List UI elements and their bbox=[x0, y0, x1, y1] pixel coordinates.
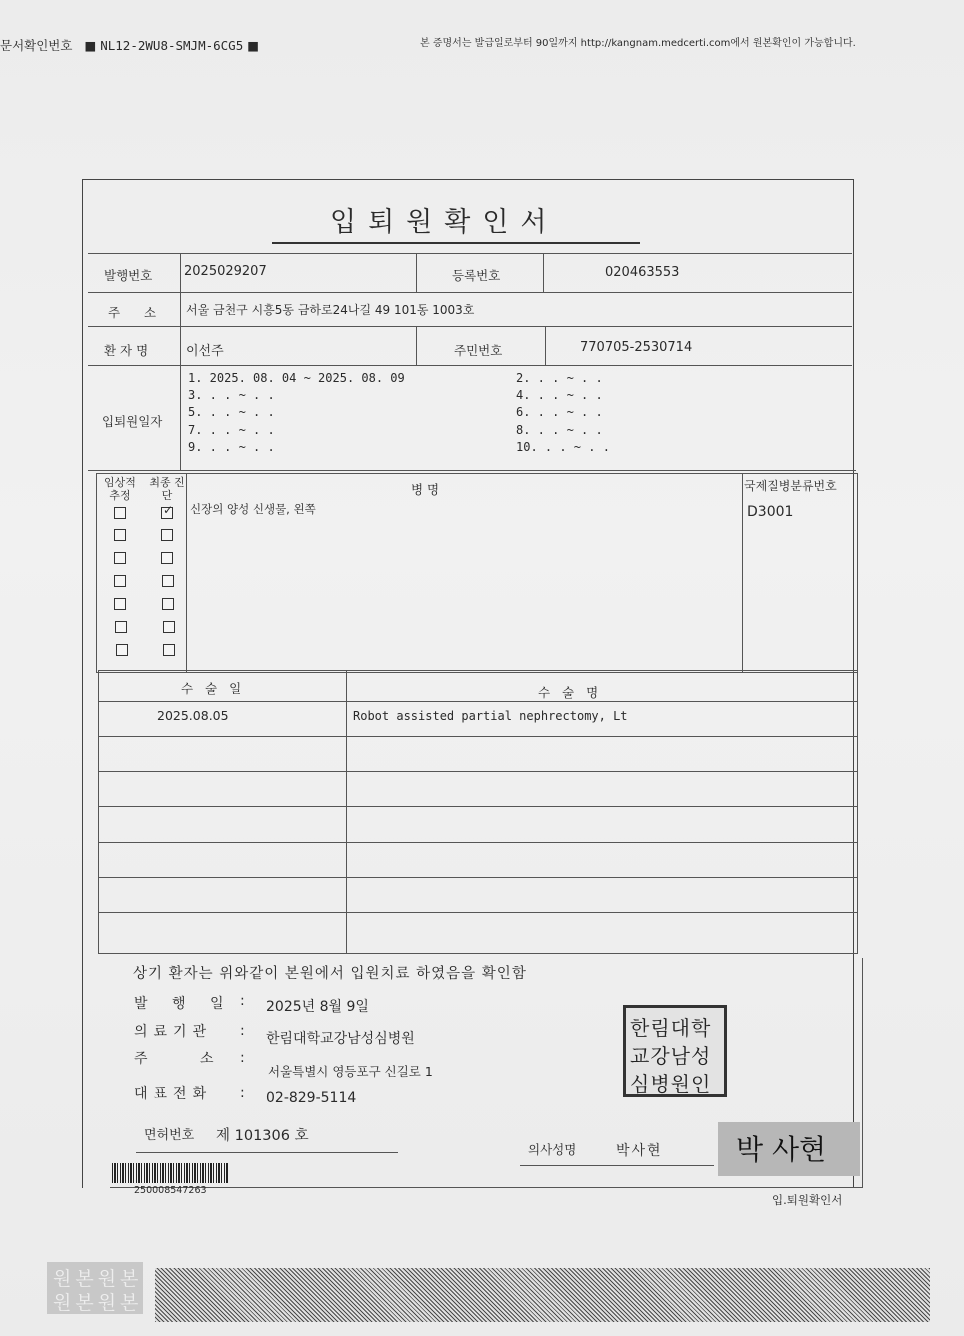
confirmation-statement: 상기 환자는 위와같이 본원에서 입원치료 하였음을 확인함 bbox=[133, 966, 527, 982]
date-entry: 8. . . ~ . . bbox=[516, 423, 603, 437]
date-entry: 7. . . ~ . . bbox=[188, 423, 275, 437]
frame-edge bbox=[862, 958, 863, 1188]
phone-label: 대표전화 bbox=[134, 1086, 213, 1102]
date-entry: 3. . . ~ . . bbox=[188, 388, 275, 402]
divider bbox=[98, 736, 858, 737]
divider bbox=[98, 771, 858, 772]
icd-label: 국제질병분류번호 bbox=[744, 479, 837, 493]
patient-value: 이선주 bbox=[186, 344, 224, 359]
divider bbox=[98, 701, 858, 702]
document-title: 입퇴원확인서 bbox=[330, 207, 559, 238]
final-checkbox[interactable] bbox=[162, 598, 174, 610]
surgery-name-value: Robot assisted partial nephrectomy, Lt bbox=[353, 709, 628, 723]
form-name: 입.퇴원확인서 bbox=[772, 1193, 843, 1207]
date-entry: 10. . . ~ . . bbox=[516, 440, 610, 454]
divider bbox=[88, 253, 852, 254]
seal-text: 심병원인 bbox=[630, 1072, 712, 1096]
clinical-label: 임상적 추정 bbox=[104, 476, 136, 502]
original-watermark bbox=[47, 1262, 143, 1314]
divider bbox=[88, 292, 852, 293]
colon: : bbox=[240, 1085, 245, 1101]
divider bbox=[416, 253, 417, 292]
final-label: 최종 진단 bbox=[149, 476, 185, 502]
resident-label: 주민번호 bbox=[454, 343, 503, 358]
colon: : bbox=[240, 1050, 245, 1066]
barcode-number: 250008547263 bbox=[134, 1185, 207, 1196]
colon: : bbox=[240, 993, 245, 1009]
clinical-checkbox[interactable] bbox=[115, 621, 127, 633]
verification-notice: 본 증명서는 발급일로부터 90일까지 http://kangnam.medcerti.com에서 원본확인이 가능합니다. bbox=[420, 38, 856, 49]
seal-text: 교강남성 bbox=[630, 1044, 712, 1068]
final-checkbox-checked[interactable] bbox=[161, 503, 174, 519]
final-checkbox[interactable] bbox=[161, 529, 173, 541]
surgery-date-label: 수 술 일 bbox=[181, 681, 246, 696]
barcode bbox=[112, 1163, 228, 1183]
surgery-date-value: 2025.08.05 bbox=[157, 708, 229, 723]
date-entry: 6. . . ~ . . bbox=[516, 405, 603, 419]
divider bbox=[88, 470, 856, 471]
doctor-label: 의사성명 bbox=[528, 1142, 577, 1157]
frame-bottom bbox=[110, 1187, 862, 1188]
doctor-underline bbox=[520, 1165, 714, 1166]
colon: : bbox=[240, 1023, 245, 1039]
divider bbox=[545, 326, 546, 365]
license-value: 제 101306 호 bbox=[216, 1128, 309, 1144]
hospital-address-value: 서울특별시 영등포구 신길로 1 bbox=[268, 1064, 433, 1079]
final-checkbox[interactable] bbox=[162, 575, 174, 587]
date-entry: 4. . . ~ . . bbox=[516, 388, 603, 402]
seal-text: 한림대학 bbox=[630, 1016, 712, 1040]
divider bbox=[186, 473, 187, 673]
divider bbox=[88, 365, 852, 366]
issue-no-label: 발행번호 bbox=[104, 268, 153, 283]
issue-no-value: 2025029207 bbox=[184, 264, 267, 279]
phone-value: 02-829-5114 bbox=[266, 1090, 357, 1106]
final-checkbox[interactable] bbox=[163, 621, 175, 633]
clinical-checkbox[interactable] bbox=[114, 529, 126, 541]
divider bbox=[180, 253, 181, 470]
clinical-checkbox[interactable] bbox=[114, 598, 126, 610]
icd-value: D3001 bbox=[747, 504, 794, 520]
clinical-checkbox[interactable] bbox=[114, 507, 126, 519]
license-label: 면허번호 bbox=[144, 1128, 195, 1143]
doc-confirm-code: NL12-2WU8-SMJM-6CG5 bbox=[100, 38, 244, 53]
watermark-text: 원본원본 bbox=[53, 1268, 143, 1290]
signature-image bbox=[718, 1122, 860, 1176]
clinical-checkbox[interactable] bbox=[114, 575, 126, 587]
signature-text: 박 사현 bbox=[736, 1133, 827, 1166]
clinical-checkbox[interactable] bbox=[116, 644, 128, 656]
address-label: 주 소 bbox=[108, 305, 167, 320]
institution-value: 한림대학교강남성심병원 bbox=[266, 1031, 415, 1047]
final-checkbox[interactable] bbox=[161, 552, 173, 564]
date-entry: 1. 2025. 08. 04 ~ 2025. 08. 09 bbox=[188, 371, 405, 385]
divider bbox=[543, 253, 544, 292]
institution-label: 의료기관 bbox=[134, 1024, 213, 1040]
dates-label: 입퇴원일자 bbox=[102, 414, 163, 429]
divider bbox=[98, 842, 858, 843]
doctor-name: 박사현 bbox=[616, 1143, 663, 1159]
diagnosis-name-value: 신장의 양성 신생물, 왼쪽 bbox=[190, 502, 316, 516]
date-entry: 2. . . ~ . . bbox=[516, 371, 603, 385]
date-entry: 5. . . ~ . . bbox=[188, 405, 275, 419]
divider bbox=[416, 326, 417, 365]
clinical-checkbox[interactable] bbox=[114, 552, 126, 564]
divider bbox=[98, 806, 858, 807]
title-underline bbox=[272, 242, 640, 244]
reg-no-value: 020463553 bbox=[605, 265, 680, 280]
final-checkbox[interactable] bbox=[163, 644, 175, 656]
date-entry: 9. . . ~ . . bbox=[188, 440, 275, 454]
hospital-seal-stamp bbox=[623, 1005, 727, 1097]
surgery-name-label: 수 술 명 bbox=[538, 685, 603, 700]
diagnosis-name-label: 병 명 bbox=[411, 482, 440, 497]
watermark-text: 원본원본 bbox=[53, 1292, 143, 1314]
check-mark-icon: ✓ bbox=[163, 503, 174, 517]
license-underline bbox=[136, 1152, 398, 1153]
issue-date-value: 2025년 8월 9일 bbox=[266, 999, 369, 1015]
hospital-address-label: 주 소 bbox=[134, 1051, 238, 1067]
patient-label: 환 자 명 bbox=[104, 343, 149, 358]
divider bbox=[742, 473, 743, 673]
doc-confirm-number: 문서확인번호 ■ NL12-2WU8-SMJM-6CG5 ■ bbox=[0, 38, 260, 53]
divider bbox=[88, 326, 852, 327]
divider bbox=[98, 912, 858, 913]
reg-no-label: 등록번호 bbox=[452, 268, 501, 283]
resident-value: 770705-2530714 bbox=[580, 340, 693, 355]
security-pattern bbox=[155, 1268, 930, 1322]
address-value: 서울 금천구 시흥5동 금하로24나길 49 101동 1003호 bbox=[186, 303, 475, 317]
doc-confirm-label: 문서확인번호 bbox=[0, 38, 73, 53]
issue-date-label: 발 행 일 bbox=[134, 996, 234, 1012]
divider bbox=[98, 877, 858, 878]
